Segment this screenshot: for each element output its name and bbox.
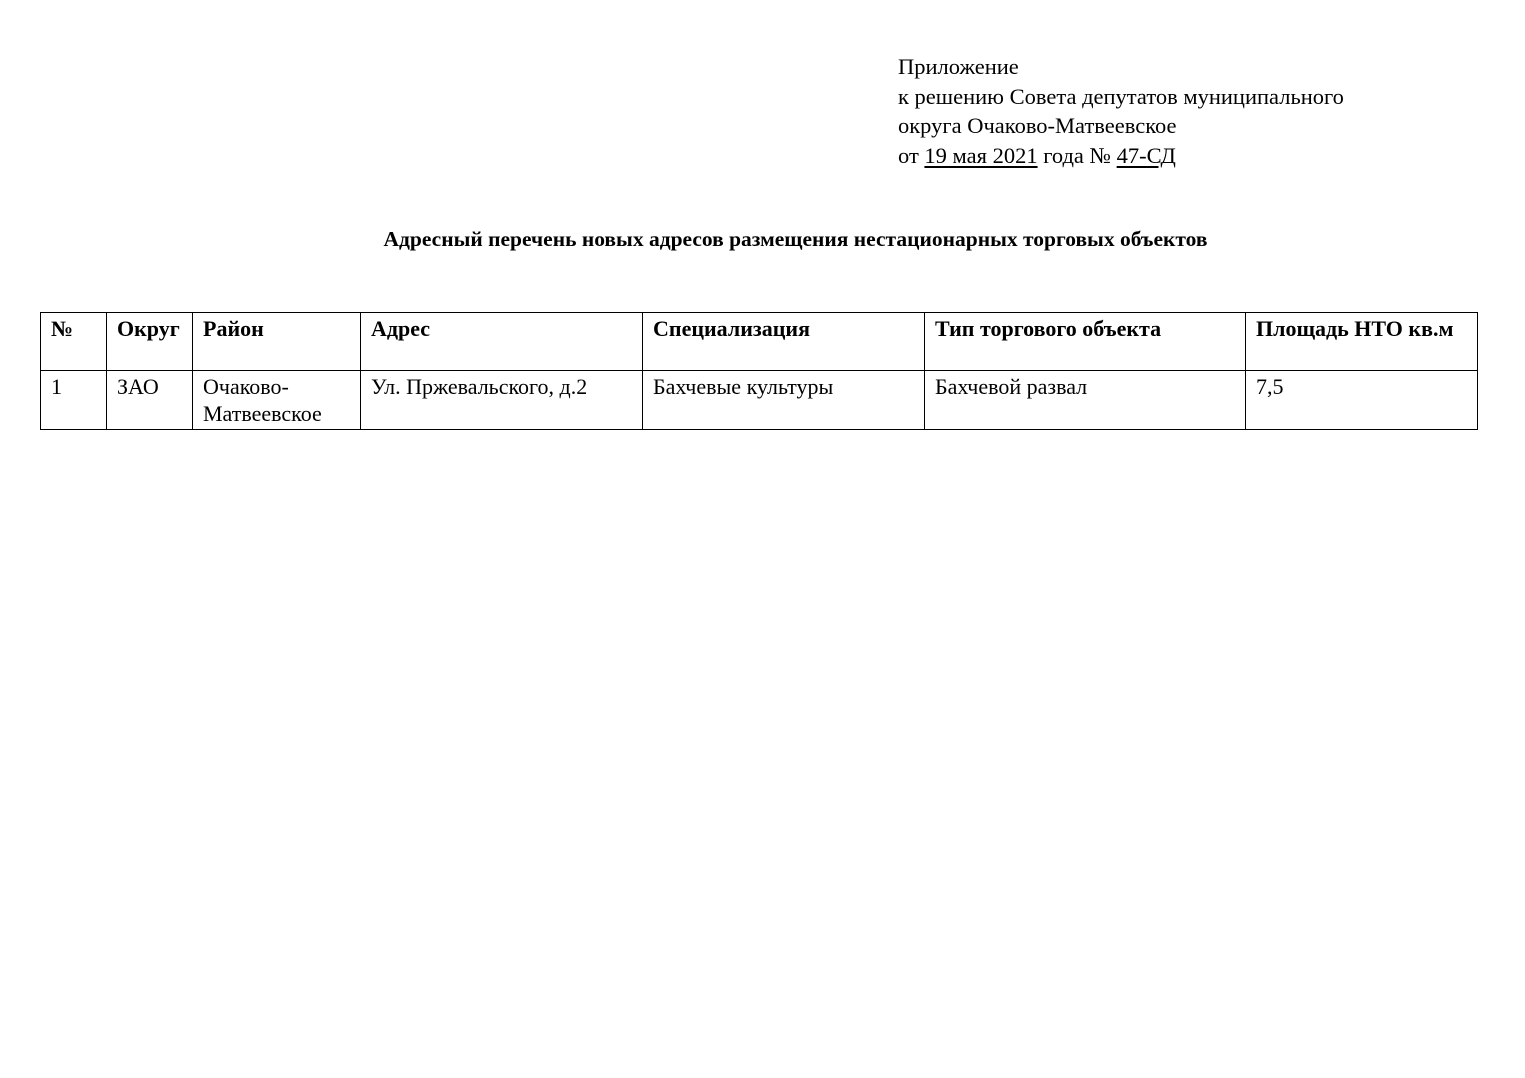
header-address: Адрес bbox=[361, 313, 643, 371]
header-area: Площадь НТО кв.м bbox=[1246, 313, 1478, 371]
cell-address: Ул. Пржевальского, д.2 bbox=[361, 371, 643, 430]
table-row bbox=[41, 371, 1478, 430]
table-header-row bbox=[41, 313, 1478, 371]
cell-okrug: ЗАО bbox=[107, 371, 193, 430]
header-district: Район bbox=[193, 313, 361, 371]
header-specialization: Специализация bbox=[643, 313, 925, 371]
header-okrug: Округ bbox=[107, 313, 193, 371]
decision-date: 19 мая 2021 bbox=[924, 142, 1038, 168]
appendix-date-line bbox=[898, 141, 1344, 171]
cell-specialization: Бахчевые культуры bbox=[643, 371, 925, 430]
cell-number: 1 bbox=[41, 371, 107, 430]
number-prefix: года № bbox=[1037, 142, 1117, 168]
objects-table bbox=[40, 312, 1478, 430]
appendix-district-line: округа Очаково-Матвеевское bbox=[898, 113, 1177, 138]
cell-district: Очаково-Матвеевское bbox=[193, 371, 361, 430]
header-number: № bbox=[41, 313, 107, 371]
appendix-decision-line: к решению Совета депутатов муниципального bbox=[898, 83, 1344, 109]
appendix-label: Приложение bbox=[898, 54, 1019, 79]
header-object-type: Тип торгового объекта bbox=[925, 313, 1246, 371]
decision-number: 47-СД bbox=[1116, 142, 1176, 168]
appendix-block bbox=[898, 52, 1344, 170]
cell-area: 7,5 bbox=[1246, 371, 1478, 430]
document-title: Адресный перечень новых адресов размещения нестационарных торговых объектов bbox=[383, 227, 1208, 251]
cell-object-type: Бахчевой развал bbox=[925, 371, 1246, 430]
date-prefix: от bbox=[898, 142, 925, 168]
